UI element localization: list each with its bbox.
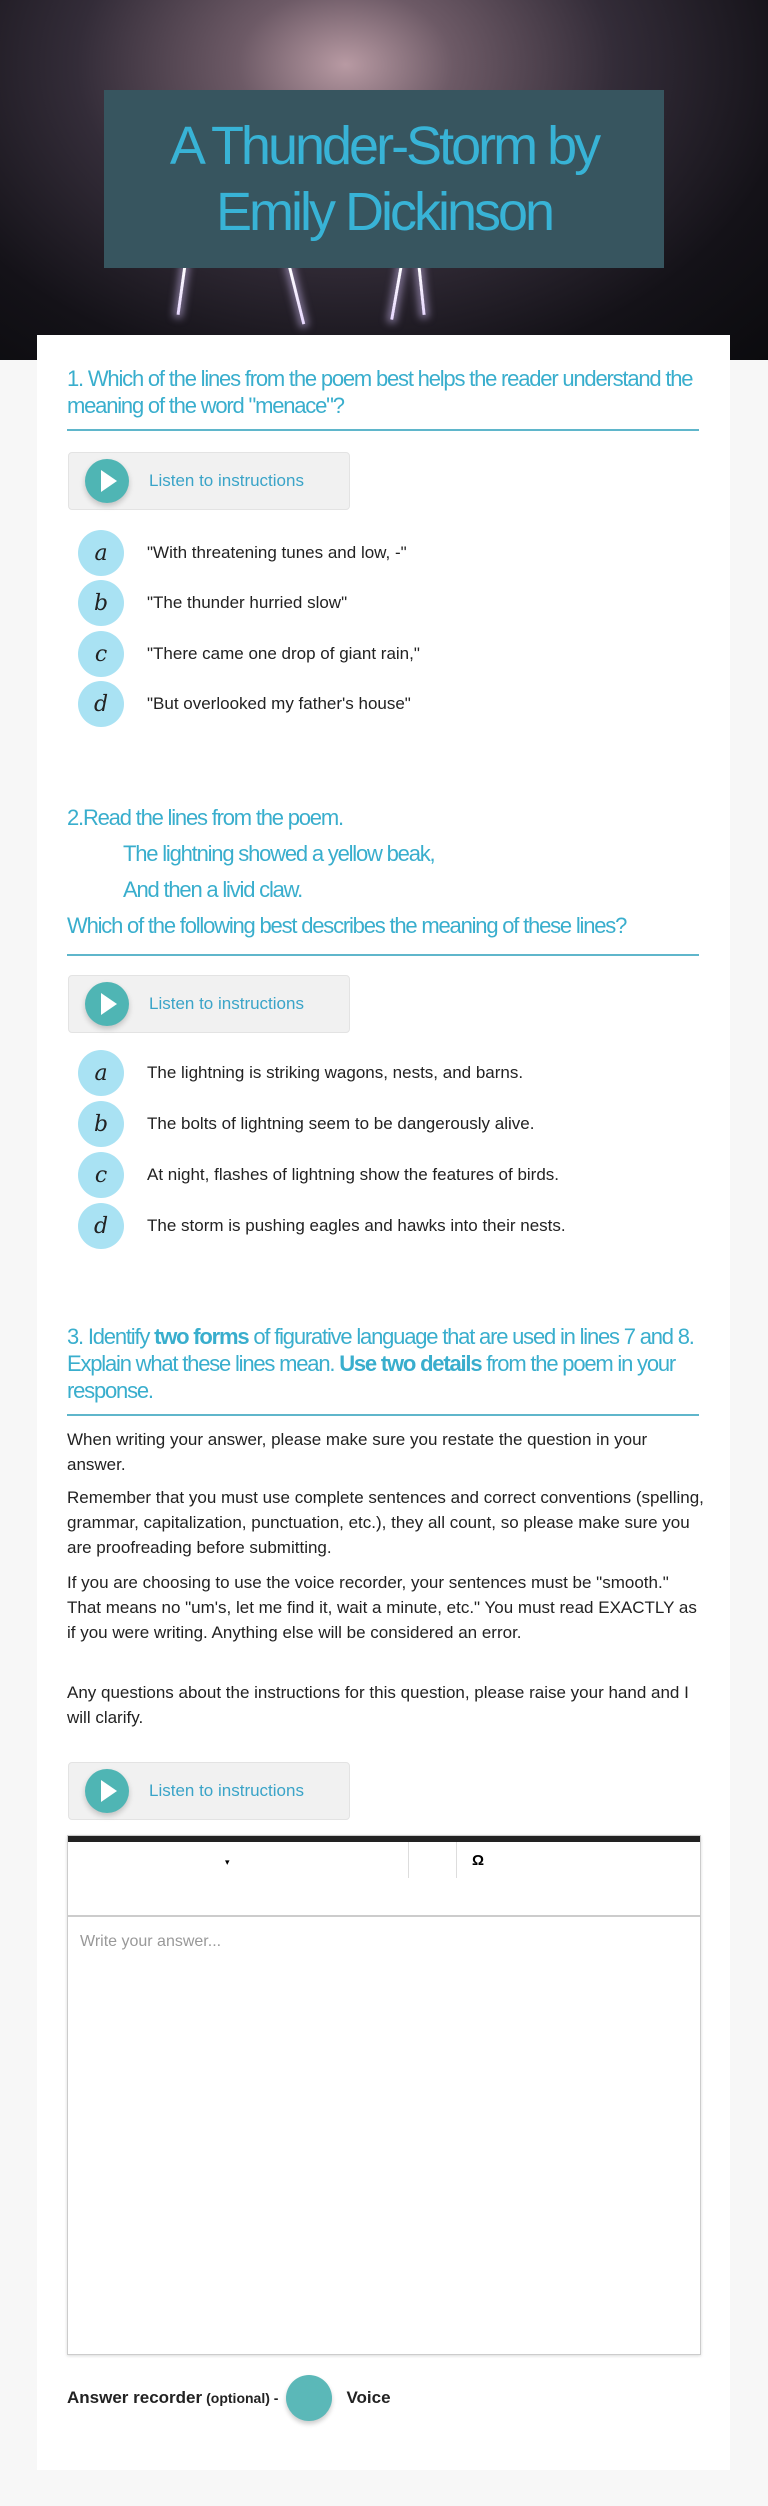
- title-box: [104, 90, 664, 268]
- q3-emphasis: Use two details: [339, 1351, 482, 1376]
- option-a[interactable]: [78, 1050, 523, 1096]
- listen-label: Listen to instructions: [149, 1781, 304, 1800]
- special-character-icon[interactable]: Ω: [472, 1852, 485, 1869]
- listen-instructions-button[interactable]: [68, 1762, 350, 1820]
- option-letter: c: [78, 631, 124, 677]
- listen-instructions-button[interactable]: [68, 452, 350, 510]
- play-icon: [85, 982, 129, 1026]
- editor-toolbar: [68, 1842, 700, 1917]
- play-icon: [85, 1769, 129, 1813]
- lightning-bolt: [390, 265, 403, 320]
- recorder-optional: (optional) -: [206, 2390, 279, 2406]
- option-text: At night, flashes of lightning show the features of birds.: [147, 1165, 560, 1184]
- question-1-heading: 1. Which of the lines from the poem best helps the reader understand the meaning of the word "menace"?: [67, 365, 699, 431]
- instruction-paragraph: When writing your answer, please make sure you restate the question in your answer.: [67, 1430, 648, 1474]
- listen-label: Listen to instructions: [149, 994, 304, 1013]
- toolbar-divider: [408, 1842, 409, 1878]
- answer-editor: [67, 1835, 701, 2355]
- option-text: The lightning is striking wagons, nests, and barns.: [147, 1063, 524, 1082]
- play-icon: [85, 459, 129, 503]
- option-text: The storm is pushing eagles and hawks into their nests.: [147, 1216, 566, 1235]
- instruction-paragraph: Any questions about the instructions for this question, please raise your hand and I will clarify.: [67, 1683, 689, 1727]
- answer-input[interactable]: Write your answer...: [80, 1933, 222, 1950]
- option-letter: d: [78, 681, 124, 727]
- option-b[interactable]: [78, 580, 347, 626]
- option-d[interactable]: [78, 1203, 566, 1249]
- page-title: A Thunder-Storm by Emily Dickinson: [169, 116, 599, 242]
- q3-text: from the poem in your response.: [67, 1351, 676, 1403]
- question-2-heading: [67, 800, 699, 956]
- q3-text: of figurative language that are used in lines 7 and 8. Explain what these lines mean.: [67, 1324, 694, 1376]
- dropdown-caret-icon[interactable]: ▾: [225, 1857, 230, 1867]
- lightning-bolt: [417, 265, 425, 315]
- option-letter: c: [78, 1152, 124, 1198]
- option-c[interactable]: [78, 1152, 559, 1198]
- lightning-bolt: [177, 265, 187, 315]
- voice-label: Voice: [346, 2388, 391, 2407]
- option-text: The bolts of lightning seem to be dangerously alive.: [147, 1114, 535, 1133]
- instruction-paragraph: If you are choosing to use the voice recorder, your sentences must be "smooth." That means no "um's, let me find it, wait a minute, etc." You must read EXACTLY as if you were writing. Anything else will be considered an error.: [67, 1573, 697, 1642]
- hero-banner: [0, 0, 768, 360]
- q3-emphasis: two forms: [154, 1324, 249, 1349]
- poem-line: The lightning showed a yellow beak,: [123, 841, 435, 866]
- worksheet-card: [37, 335, 730, 2470]
- answer-recorder: [67, 2375, 391, 2421]
- option-b[interactable]: [78, 1101, 534, 1147]
- poem-line: And then a livid claw.: [123, 877, 303, 902]
- instruction-paragraph: Remember that you must use complete sentences and correct conventions (spelling, grammar, capitalization, punctuation, etc.), they all count, so please make sure you are proofreading before submitting.: [67, 1488, 704, 1557]
- listen-label: Listen to instructions: [149, 471, 304, 490]
- q2-question: Which of the following best describes the meaning of these lines?: [67, 913, 627, 938]
- record-voice-button[interactable]: [286, 2375, 332, 2421]
- q3-text: 3. Identify: [67, 1324, 155, 1349]
- recorder-label: Answer recorder: [67, 2388, 203, 2407]
- lightning-bolt: [288, 266, 305, 325]
- option-letter: b: [78, 1101, 124, 1147]
- option-text: "There came one drop of giant rain,": [147, 644, 420, 663]
- option-a[interactable]: [78, 530, 407, 576]
- q2-intro: 2.Read the lines from the poem.: [67, 805, 343, 830]
- option-letter: a: [78, 530, 124, 576]
- question-3-heading: [67, 1323, 699, 1416]
- option-letter: d: [78, 1203, 124, 1249]
- listen-instructions-button[interactable]: [68, 975, 350, 1033]
- option-letter: a: [78, 1050, 124, 1096]
- option-letter: b: [78, 580, 124, 626]
- toolbar-divider: [456, 1842, 457, 1878]
- option-text: "But overlooked my father's house": [147, 694, 411, 713]
- option-c[interactable]: [78, 631, 420, 677]
- option-text: "The thunder hurried slow": [147, 593, 348, 612]
- option-text: "With threatening tunes and low, -": [147, 543, 407, 562]
- option-d[interactable]: [78, 681, 411, 727]
